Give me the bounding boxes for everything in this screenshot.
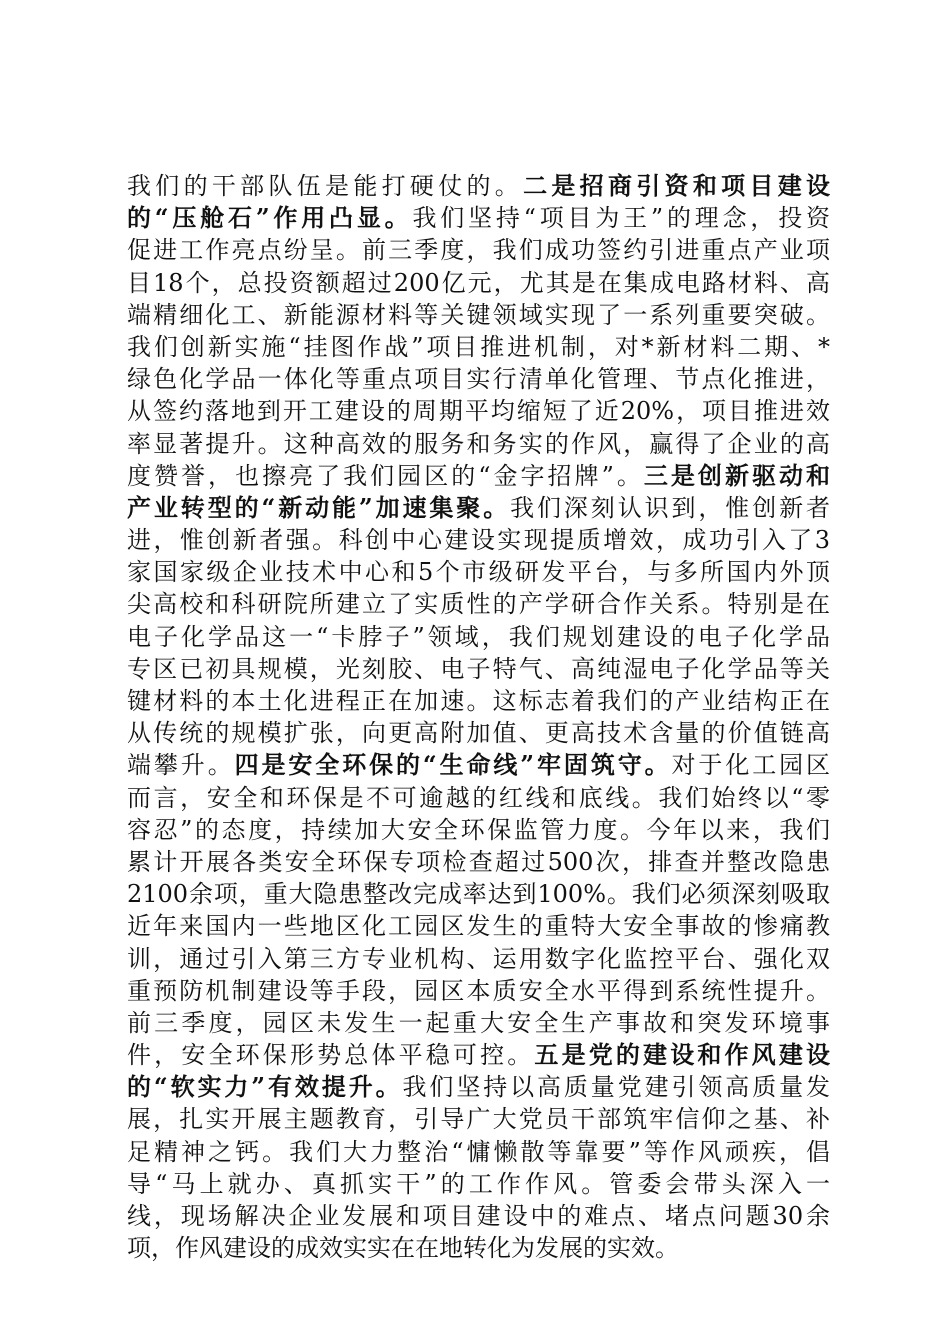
body-text: 足精神之钙。我们大力整治“慵懒散等靠要”等作风顽疾，倡 bbox=[127, 1137, 830, 1166]
body-text: 容忍”的态度，持续加大安全环保监管力度。今年以来，我们 bbox=[127, 815, 830, 844]
body-text: 键材料的本土化进程正在加速。这标志着我们的产业结构正在 bbox=[127, 687, 830, 715]
bold-heading-text: 二是招商引资和项目建设 bbox=[523, 171, 831, 200]
body-text: 重预防机制建设等手段，园区本质安全水平得到系统性提升。 bbox=[127, 976, 830, 1005]
bold-heading-text: 五是党的建设和作风建设 bbox=[534, 1040, 831, 1070]
body-text: 家国家级企业技术中心和5个市级研发平台，与多所国内外顶 bbox=[127, 558, 830, 587]
body-text: 对于化工园区 bbox=[671, 751, 831, 780]
text-line bbox=[127, 170, 830, 202]
body-text: 从签约落地到开工建设的周期平均缩短了近20%，项目推进效 bbox=[127, 397, 830, 426]
text-line bbox=[127, 1168, 830, 1200]
text-line bbox=[127, 395, 830, 427]
bold-heading-text: 的“压舱石”作用凸显。 bbox=[127, 203, 413, 233]
text-line bbox=[127, 910, 830, 942]
text-line bbox=[127, 556, 830, 588]
body-text: 我们的干部队伍是能打硬仗的。 bbox=[127, 172, 524, 200]
text-line bbox=[127, 653, 830, 685]
text-line bbox=[127, 975, 830, 1007]
bold-heading-text: 三是创新驱动和 bbox=[643, 460, 830, 490]
body-text: 绿色化学品一体化等重点项目实行清单化管理、节点化推进， bbox=[127, 365, 830, 394]
body-text: 前三季度，园区未发生一起重大安全生产事故和突发环境事 bbox=[127, 1008, 830, 1037]
text-line bbox=[127, 267, 830, 299]
text-line bbox=[127, 717, 830, 749]
body-text: 而言，安全和环保是不可逾越的红线和底线。我们始终以“零 bbox=[127, 783, 830, 812]
text-line bbox=[127, 782, 830, 814]
text-line bbox=[127, 749, 830, 781]
body-text: 展，扎实开展主题教育，引导广大党员干部筑牢信仰之基、补 bbox=[127, 1105, 830, 1134]
text-line bbox=[127, 1071, 830, 1103]
text-line bbox=[127, 1136, 830, 1168]
text-line bbox=[127, 492, 830, 524]
text-line bbox=[127, 1232, 830, 1264]
body-text: 目18个，总投资额超过200亿元，尤其是在集成电路材料、高 bbox=[127, 268, 830, 297]
body-text: 端精细化工、新能源材料等关键领域实现了一系列重要突破。 bbox=[127, 300, 830, 329]
body-text: 我们深刻认识到，惟创新者 bbox=[510, 493, 831, 522]
text-line bbox=[127, 846, 830, 878]
body-text: 训，通过引入第三方专业机构、运用数字化监控平台、强化双 bbox=[127, 944, 830, 973]
text-line bbox=[127, 943, 830, 975]
body-text: 我们创新实施“挂图作战”项目推进机制，对*新材料二期、* bbox=[127, 332, 830, 361]
text-line bbox=[127, 621, 830, 653]
body-text: 专区已初具规模，光刻胶、电子特气、高纯湿电子化学品等关 bbox=[127, 654, 830, 683]
text-line bbox=[127, 234, 830, 266]
body-text: 进，惟创新者强。科创中心建设实现提质增效，成功引入了3 bbox=[127, 526, 830, 555]
text-line bbox=[127, 1039, 830, 1071]
body-text: 累计开展各类安全环保专项检查超过500次，排查并整改隐患 bbox=[127, 847, 830, 876]
body-text: 尖高校和科研院所建立了实质性的产学研合作关系。特别是在 bbox=[127, 590, 830, 619]
bold-heading-text: 四是安全环保的“生命线”牢固筑守。 bbox=[234, 750, 672, 780]
text-line bbox=[127, 428, 830, 460]
text-line bbox=[127, 814, 830, 846]
text-line bbox=[127, 524, 830, 556]
body-text: 项，作风建设的成效实实在在地转化为发展的实效。 bbox=[127, 1234, 679, 1263]
body-text: 我们坚持“项目为王”的理念，投资 bbox=[412, 204, 831, 233]
text-line bbox=[127, 299, 830, 331]
text-line bbox=[127, 588, 830, 620]
body-text: 件，安全环保形势总体平稳可控。 bbox=[127, 1041, 535, 1070]
text-line bbox=[127, 202, 830, 234]
text-line bbox=[127, 331, 830, 363]
body-text: 我们坚持以高质量党建引领高质量发 bbox=[402, 1073, 831, 1102]
body-text: 电子化学品这一“卡脖子”领域，我们规划建设的电子化学品 bbox=[127, 622, 830, 651]
body-text: 率显著提升。这种高效的服务和务实的作风，赢得了企业的高 bbox=[127, 429, 830, 458]
text-line bbox=[127, 363, 830, 395]
text-line bbox=[127, 460, 830, 492]
text-line bbox=[127, 1007, 830, 1039]
bold-heading-text: 的“软实力”有效提升。 bbox=[127, 1072, 403, 1102]
body-paragraph bbox=[127, 170, 830, 1264]
text-line bbox=[127, 1103, 830, 1135]
bold-heading-text: 产业转型的“新动能”加速集聚。 bbox=[127, 492, 511, 522]
body-text: 度赞誉，也擦亮了我们园区的“金字招牌”。 bbox=[127, 461, 644, 490]
text-line bbox=[127, 1200, 830, 1232]
text-line bbox=[127, 878, 830, 910]
body-text: 线，现场解决企业发展和项目建设中的难点、堵点问题30余 bbox=[127, 1202, 830, 1230]
body-text: 近年来国内一些地区化工园区发生的重特大安全事故的惨痛教 bbox=[127, 912, 830, 941]
body-text: 2100余项，重大隐患整改完成率达到100%。我们必须深刻吸取 bbox=[127, 880, 830, 909]
body-text: 促进工作亮点纷呈。前三季度，我们成功签约引进重点产业项 bbox=[127, 236, 830, 265]
body-text: 导“马上就办、真抓实干”的工作作风。管委会带头深入一 bbox=[127, 1169, 830, 1198]
text-line bbox=[127, 685, 830, 717]
body-text: 从传统的规模扩张，向更高附加值、更高技术含量的价值链高 bbox=[127, 719, 830, 748]
body-text: 端攀升。 bbox=[127, 751, 235, 780]
